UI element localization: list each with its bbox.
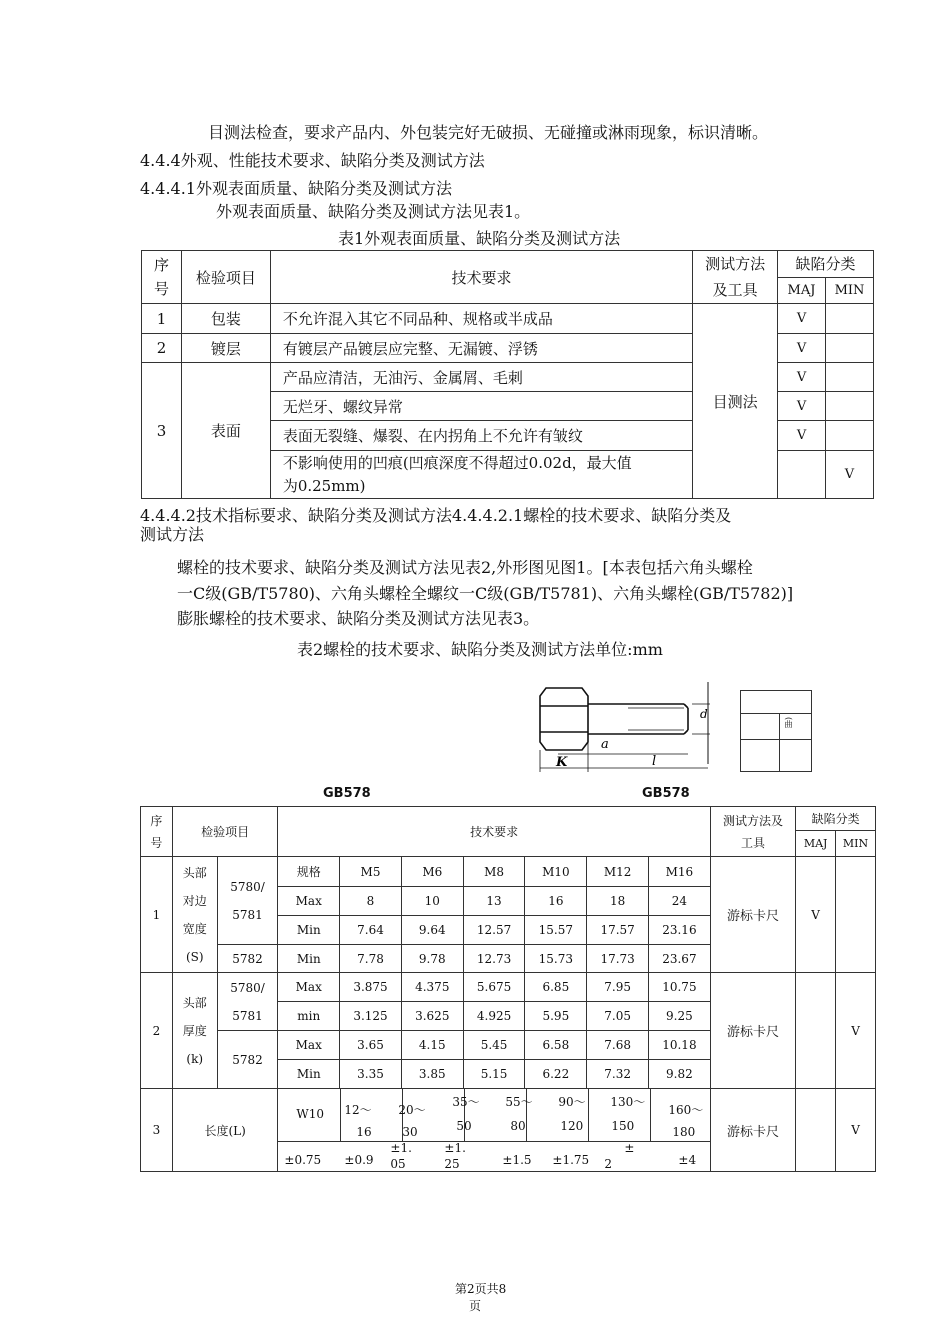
t2-cell-no: 1 bbox=[141, 857, 173, 973]
t2-cell-value: 10 bbox=[401, 887, 463, 916]
bolt-label-l: l bbox=[652, 754, 657, 769]
t2-cell-maj: V bbox=[796, 857, 836, 973]
t2-length-range-top: 130〜 bbox=[610, 1095, 646, 1109]
t2-cell-value: 6.58 bbox=[525, 1031, 587, 1060]
side-grid-box bbox=[740, 690, 812, 772]
t1-cell-no: 1 bbox=[142, 304, 182, 334]
t2-row-s-spec bbox=[141, 857, 876, 887]
t2-length-range-top: 160〜 bbox=[668, 1103, 704, 1117]
bolt-label-a: a bbox=[601, 737, 609, 752]
t2-cell-size: M6 bbox=[401, 857, 463, 887]
t2-header-requirement: 技术要求 bbox=[278, 807, 710, 857]
t2-cell-value: 5.15 bbox=[463, 1060, 525, 1089]
t2-cell-value: 7.78 bbox=[340, 945, 402, 973]
t2-length-range-top: 35〜 bbox=[452, 1095, 480, 1109]
t2-cell-tool: 游标卡尺 bbox=[710, 973, 795, 1089]
t2-cell-size: M5 bbox=[340, 857, 402, 887]
page-footer-line2: 页 bbox=[469, 1299, 482, 1313]
heading-4-4-4: 4.4.4外观、性能技术要求、缺陷分类及测试方法 bbox=[140, 151, 485, 170]
t2-length-tol: ± bbox=[624, 1141, 635, 1155]
t2-cell-min: V bbox=[836, 973, 876, 1089]
t2-cell-length-grid bbox=[278, 1089, 710, 1172]
t2-cell-value: 9.25 bbox=[649, 1002, 711, 1031]
t2-cell-value: 15.73 bbox=[525, 945, 587, 973]
page-footer-line1: 第2页共8 bbox=[455, 1282, 507, 1296]
t2-cell-value: 8 bbox=[340, 887, 402, 916]
t1-cell-req: 表面无裂缝、爆裂、在内拐角上不允许有皱纹 bbox=[270, 421, 692, 451]
t2-item-k-line2: 厚度 bbox=[182, 1023, 207, 1038]
bolt-label-k: K bbox=[556, 755, 568, 770]
table-bolt-requirements bbox=[140, 806, 876, 1172]
t2-cell-value: 3.85 bbox=[401, 1060, 463, 1089]
t2-length-range-bottom: 50 bbox=[456, 1119, 472, 1133]
t2-cell-size: M10 bbox=[525, 857, 587, 887]
t2-cell-maj bbox=[796, 1089, 836, 1172]
t2-header-defect: 缺陷分类 bbox=[796, 807, 876, 831]
t2-item-s-line1: 头部 bbox=[182, 865, 207, 880]
t2-length-tol: 2 bbox=[604, 1157, 613, 1171]
t2-length-w10: W10 bbox=[296, 1107, 325, 1121]
t2-cell-value: 3.625 bbox=[401, 1002, 463, 1031]
t2-cell-min: V bbox=[836, 1089, 876, 1172]
t1-cell-min bbox=[825, 363, 873, 392]
t2-length-range-bottom: 120 bbox=[560, 1119, 584, 1133]
t2-cell-value: 7.32 bbox=[587, 1060, 649, 1089]
t2-length-range-bottom: 150 bbox=[611, 1119, 635, 1133]
t2-item-s-line4: (S) bbox=[185, 949, 204, 964]
t2-length-range-bottom: 80 bbox=[510, 1119, 526, 1133]
t2-cell-maj bbox=[796, 973, 836, 1089]
t2-length-tol: ±1.5 bbox=[502, 1153, 532, 1167]
t1-header-maj: MAJ bbox=[778, 277, 826, 304]
t1-header-min: MIN bbox=[825, 277, 873, 304]
t2-cell-label: 规格 bbox=[278, 857, 340, 887]
t2-header-method-line1: 测试方法及 bbox=[722, 813, 783, 828]
t1-cell-item: 包装 bbox=[181, 304, 270, 334]
t2-length-tol: ±1. bbox=[444, 1141, 466, 1155]
t1-header-requirement: 技术要求 bbox=[270, 251, 692, 304]
t2-length-tol: ±4 bbox=[678, 1153, 697, 1167]
t2-cell-size: M12 bbox=[587, 857, 649, 887]
t2-cell-value: 7.95 bbox=[587, 973, 649, 1002]
t2-cell-value: 7.05 bbox=[587, 1002, 649, 1031]
t2-length-range-top: 90〜 bbox=[558, 1095, 586, 1109]
t2-cell-value: 3.35 bbox=[340, 1060, 402, 1089]
t1-cell-item: 镀层 bbox=[181, 334, 270, 363]
t2-cell-item-l: 长度(L) bbox=[172, 1089, 278, 1172]
t1-cell-req-line1: 不影响使用的凹痕(凹痕深度不得超过0.02d，最大值 bbox=[282, 453, 632, 472]
t2-cell-grade-5782: 5782 bbox=[217, 1031, 278, 1089]
t2-length-range-top: 12〜 bbox=[344, 1103, 372, 1117]
heading-4-4-4-2-line2: 测试方法 bbox=[140, 525, 205, 544]
table-2-caption: 表2螺栓的技术要求、缺陷分类及测试方法单位:mm bbox=[297, 640, 663, 659]
t2-length-tol: 25 bbox=[444, 1157, 460, 1171]
t2-header-method-line2: 工具 bbox=[740, 835, 765, 850]
t1-header-method bbox=[693, 251, 778, 304]
t2-cell-min bbox=[836, 857, 876, 973]
t2-cell-value: 13 bbox=[463, 887, 525, 916]
t1-cell-req: 不允许混入其它不同品种、规格或半成品 bbox=[270, 304, 692, 334]
t1-header-method-line2: 及工具 bbox=[712, 281, 758, 299]
t2-cell-value: 17.57 bbox=[587, 916, 649, 945]
t2-length-tol: ±0.9 bbox=[344, 1153, 374, 1167]
t1-header-defect: 缺陷分类 bbox=[778, 251, 874, 278]
t2-item-s-line3: 宽度 bbox=[182, 921, 207, 936]
bolt-label-d: d bbox=[700, 707, 708, 721]
t2-length-tol: ±0.75 bbox=[284, 1153, 322, 1167]
t1-cell-req bbox=[270, 451, 692, 499]
t2-cell-grade-5780 bbox=[217, 857, 278, 945]
t2-cell-value: 24 bbox=[649, 887, 711, 916]
t2-cell-value: 9.78 bbox=[401, 945, 463, 973]
heading-4-4-4-2-line1: 4.4.4.2技术指标要求、缺陷分类及测试方法4.4.4.2.1螺栓的技术要求、缺陷分类及 bbox=[140, 506, 732, 525]
t2-cell-no: 3 bbox=[141, 1089, 173, 1172]
t2-cell-label: Min bbox=[278, 916, 340, 945]
t1-cell-req: 无烂牙、螺纹异常 bbox=[270, 392, 692, 421]
t2-cell-value: 9.82 bbox=[649, 1060, 711, 1089]
t1-cell-min bbox=[825, 392, 873, 421]
t2-length-tol: ±1.75 bbox=[552, 1153, 590, 1167]
t1-header-item: 检验项目 bbox=[181, 251, 270, 304]
t2-grade-line1: 5780/ bbox=[230, 879, 265, 894]
t2-cell-value: 5.45 bbox=[463, 1031, 525, 1060]
t1-row-packaging bbox=[142, 304, 874, 334]
t2-cell-grade-5780 bbox=[217, 973, 278, 1031]
t2-cell-value: 10.18 bbox=[649, 1031, 711, 1060]
t1-cell-min bbox=[825, 334, 873, 363]
t2-cell-label: Max bbox=[278, 1031, 340, 1060]
t2-header-min: MIN bbox=[836, 831, 876, 857]
t2-cell-value: 5.95 bbox=[525, 1002, 587, 1031]
table-appearance-quality bbox=[141, 250, 874, 499]
t1-cell-min bbox=[825, 421, 873, 451]
bolt-head-outline bbox=[540, 688, 588, 750]
gb-label-left: GB578 bbox=[323, 786, 371, 801]
t2-cell-value: 12.73 bbox=[463, 945, 525, 973]
t2-item-s-line2: 对边 bbox=[182, 893, 207, 908]
t1-cell-maj: V bbox=[778, 421, 826, 451]
t1-cell-min: V bbox=[825, 451, 873, 499]
t1-cell-req-line2: 为0.25mm) bbox=[282, 476, 366, 495]
t2-cell-size: M8 bbox=[463, 857, 525, 887]
t2-length-range-bottom: 30 bbox=[402, 1125, 418, 1139]
t2-item-k-line3: (k) bbox=[186, 1051, 204, 1066]
t2-cell-size: M16 bbox=[649, 857, 711, 887]
t2-length-tol: 05 bbox=[390, 1157, 406, 1171]
side-grid-label: (曲 bbox=[784, 717, 793, 729]
t2-cell-value: 3.65 bbox=[340, 1031, 402, 1060]
t2-cell-tool: 游标卡尺 bbox=[710, 857, 795, 973]
t1-cell-min bbox=[825, 304, 873, 334]
t2-cell-value: 7.68 bbox=[587, 1031, 649, 1060]
t2-cell-value: 17.73 bbox=[587, 945, 649, 973]
para-see-table-1: 外观表面质量、缺陷分类及测试方法见表1。 bbox=[216, 202, 531, 221]
t1-cell-no: 2 bbox=[142, 334, 182, 363]
t2-cell-value: 6.85 bbox=[525, 973, 587, 1002]
t2-cell-label: Max bbox=[278, 887, 340, 916]
para-packaging-check: 目测法检查，要求产品内、外包装完好无破损、无碰撞或淋雨现象，标识清晰。 bbox=[208, 123, 769, 142]
t2-length-range-top: 55〜 bbox=[505, 1095, 533, 1109]
gb-label-right: GB578 bbox=[642, 786, 690, 801]
t2-item-k-line1: 头部 bbox=[182, 995, 207, 1010]
t1-cell-maj: V bbox=[778, 392, 826, 421]
t2-row-k-max bbox=[141, 973, 876, 1002]
t2-length-range-bottom: 180 bbox=[672, 1125, 696, 1139]
t2-grade-line1: 5780/ bbox=[230, 980, 265, 995]
t2-cell-value: 7.64 bbox=[340, 916, 402, 945]
t1-cell-no: 3 bbox=[142, 363, 182, 499]
bolt-drawing bbox=[528, 678, 718, 774]
t1-cell-maj: V bbox=[778, 304, 826, 334]
t2-cell-value: 4.375 bbox=[401, 973, 463, 1002]
t2-length-range-top: 20〜 bbox=[398, 1103, 426, 1117]
t2-cell-value: 15.57 bbox=[525, 916, 587, 945]
t2-cell-label: Min bbox=[278, 1060, 340, 1089]
t1-cell-method: 目测法 bbox=[693, 304, 778, 499]
t2-cell-item-s bbox=[172, 857, 217, 973]
t2-row-length bbox=[141, 1089, 876, 1172]
t2-length-tol: ±1. bbox=[390, 1141, 412, 1155]
t2-cell-value: 10.75 bbox=[649, 973, 711, 1002]
t2-cell-item-k bbox=[172, 973, 217, 1089]
t2-cell-value: 12.57 bbox=[463, 916, 525, 945]
t2-cell-label: min bbox=[278, 1002, 340, 1031]
t2-cell-label: Max bbox=[278, 973, 340, 1002]
t2-cell-value: 23.67 bbox=[649, 945, 711, 973]
t1-cell-req: 有镀层产品镀层应完整、无漏镀、浮锈 bbox=[270, 334, 692, 363]
t2-header-maj: MAJ bbox=[796, 831, 836, 857]
t1-cell-maj: V bbox=[778, 363, 826, 392]
t2-cell-value: 5.675 bbox=[463, 973, 525, 1002]
t2-cell-value: 6.22 bbox=[525, 1060, 587, 1089]
t2-cell-value: 3.875 bbox=[340, 973, 402, 1002]
t1-cell-req: 产品应清洁，无油污、金属屑、毛刺 bbox=[270, 363, 692, 392]
t1-header-seq: 序号 bbox=[142, 251, 182, 304]
t2-cell-value: 4.15 bbox=[401, 1031, 463, 1060]
t2-cell-value: 18 bbox=[587, 887, 649, 916]
t2-cell-value: 9.64 bbox=[401, 916, 463, 945]
t1-cell-maj bbox=[778, 451, 826, 499]
t2-cell-grade-5782: 5782 bbox=[217, 945, 278, 973]
t1-cell-maj: V bbox=[778, 334, 826, 363]
t2-length-range-bottom: 16 bbox=[356, 1125, 372, 1139]
table-1-caption: 表1外观表面质量、缺陷分类及测试方法 bbox=[338, 229, 621, 248]
t2-cell-value: 23.16 bbox=[649, 916, 711, 945]
heading-4-4-4-1: 4.4.4.1外观表面质量、缺陷分类及测试方法 bbox=[140, 179, 452, 198]
t2-header-method bbox=[710, 807, 795, 857]
t1-header-method-line1: 测试方法 bbox=[705, 255, 766, 273]
para-bolt-requirements-2: 一C级(GB/T5780)、六角头螺栓全螺纹一C级(GB/T5781)、六角头螺栓(GB/T5782)] bbox=[177, 584, 794, 603]
t2-cell-value: 16 bbox=[525, 887, 587, 916]
t2-header-item: 检验项目 bbox=[172, 807, 278, 857]
t2-grade-line2: 5781 bbox=[232, 1008, 263, 1023]
para-bolt-requirements-1: 螺栓的技术要求、缺陷分类及测试方法见表2,外形图见图1。[本表包括六角头螺栓 bbox=[177, 558, 753, 577]
para-expansion-bolt: 膨胀螺栓的技术要求、缺陷分类及测试方法见表3。 bbox=[177, 609, 540, 628]
t2-cell-label: Min bbox=[278, 945, 340, 973]
t1-cell-item: 表面 bbox=[181, 363, 270, 499]
t2-grade-line2: 5781 bbox=[232, 907, 263, 922]
t2-cell-value: 3.125 bbox=[340, 1002, 402, 1031]
t2-header-seq: 序号 bbox=[141, 807, 173, 857]
t2-cell-tool: 游标卡尺 bbox=[710, 1089, 795, 1172]
t2-cell-value: 4.925 bbox=[463, 1002, 525, 1031]
t2-cell-no: 2 bbox=[141, 973, 173, 1089]
